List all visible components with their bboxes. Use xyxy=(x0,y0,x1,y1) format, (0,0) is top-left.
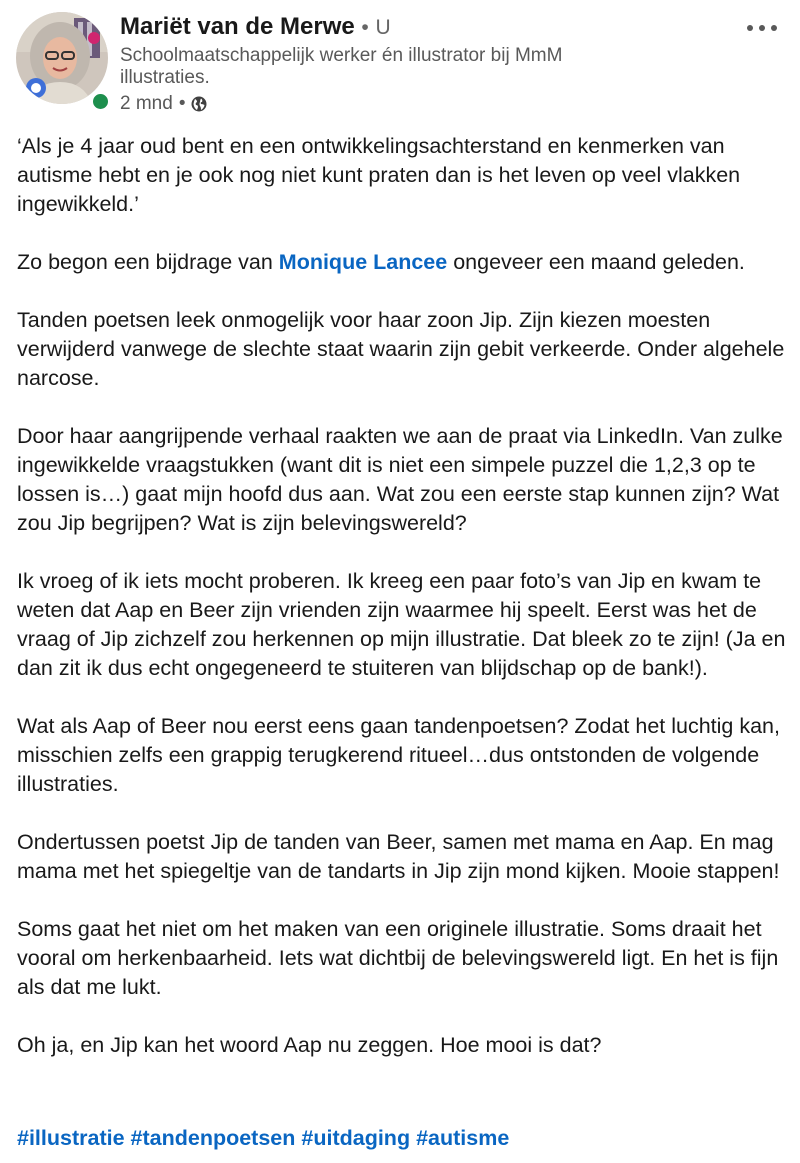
hashtag-link[interactable]: #illustratie xyxy=(17,1126,125,1150)
post-paragraph: ‘Als je 4 jaar oud bent en een ontwikkelingsachterstand en kenmerken van autisme hebt en je ook nog niet kunt praten dan is het leven op veel vlakken ingewikkeld.’ xyxy=(17,134,741,216)
post-time[interactable]: 2 mnd xyxy=(120,93,173,114)
hashtag-link[interactable]: #autisme xyxy=(416,1126,510,1150)
author-line xyxy=(120,12,391,43)
meta-separator: • xyxy=(178,93,186,114)
paragraph-text: ongeveer een maand geleden. xyxy=(447,250,745,274)
more-options-button[interactable] xyxy=(740,14,784,42)
post-header xyxy=(0,0,800,120)
mention-link[interactable]: Monique Lancee xyxy=(278,250,448,274)
more-horizontal-icon xyxy=(746,24,778,32)
post-paragraph: Ondertussen poetst Jip de tanden van Beer, samen met mama en Aap. En mag mama met het spiegeltje van de tandarts in Jip zijn mond kijken. Mooie stappen! xyxy=(17,830,780,883)
globe-icon xyxy=(191,96,207,112)
paragraph-text: Zo begon een bijdrage van xyxy=(17,250,279,274)
post-paragraph: Tanden poetsen leek onmogelijk voor haar zoon Jip. Zijn kiezen moesten verwijderd vanwege de slechte staat waarin zijn gebit verkeerde. Onder algehele narcose. xyxy=(17,308,785,390)
post-paragraph: Wat als Aap of Beer nou eerst eens gaan tandenpoetsen? Zodat het luchtig kan, misschien zelfs een grappig terugkerend ritueel…dus ontstonden de volgende illustraties. xyxy=(17,714,780,796)
avatar[interactable] xyxy=(16,12,108,104)
avatar-image xyxy=(16,12,108,104)
post-meta xyxy=(120,93,207,115)
post-paragraph: Ik vroeg of ik iets mocht proberen. Ik kreeg een paar foto’s van Jip en kwam te weten dat Aap en Beer zijn vrienden zijn waarmee hij speelt. Eerst was het de vraag of Jip zichzelf zou herkennen op mijn illustratie. Dat bleek zo te zijn! (Ja en dan zit ik dus echt ongegeneerd te stuiteren van blijdschap op de bank!). xyxy=(17,569,786,680)
author-name[interactable]: Mariët van de Merwe xyxy=(120,13,355,40)
post-paragraph: Oh ja, en Jip kan het woord Aap nu zeggen. Hoe mooi is dat? xyxy=(17,1033,602,1057)
post-paragraph: Door haar aangrijpende verhaal raakten we aan de praat via LinkedIn. Van zulke ingewikkelde vraagstukken (want dit is niet een simpele puzzel die 1,2,3 op te lossen is…) gaat mijn hoofd dus aan. Wat zou een eerste stap kunnen zijn? Wat zou Jip begrijpen? Wat is zijn belevingswereld? xyxy=(17,424,783,535)
connection-degree: U xyxy=(375,16,391,39)
post-paragraph: Soms gaat het niet om het maken van een originele illustratie. Soms draait het vooral om herkenbaarheid. Iets wat dichtbij de belevingswereld ligt. En het is fijn als dat me lukt. xyxy=(17,917,779,999)
hashtag-link[interactable]: #uitdaging xyxy=(301,1126,411,1150)
online-status-dot xyxy=(91,92,110,111)
post-text xyxy=(17,132,789,1060)
author-separator: • xyxy=(361,16,369,39)
hashtag-list xyxy=(17,1124,509,1153)
author-headline: Schoolmaatschappelijk werker én illustrator bij MmM illustraties. xyxy=(120,45,563,88)
hashtag-link[interactable]: #tandenpoetsen xyxy=(130,1126,296,1150)
post-paragraph xyxy=(17,248,789,277)
